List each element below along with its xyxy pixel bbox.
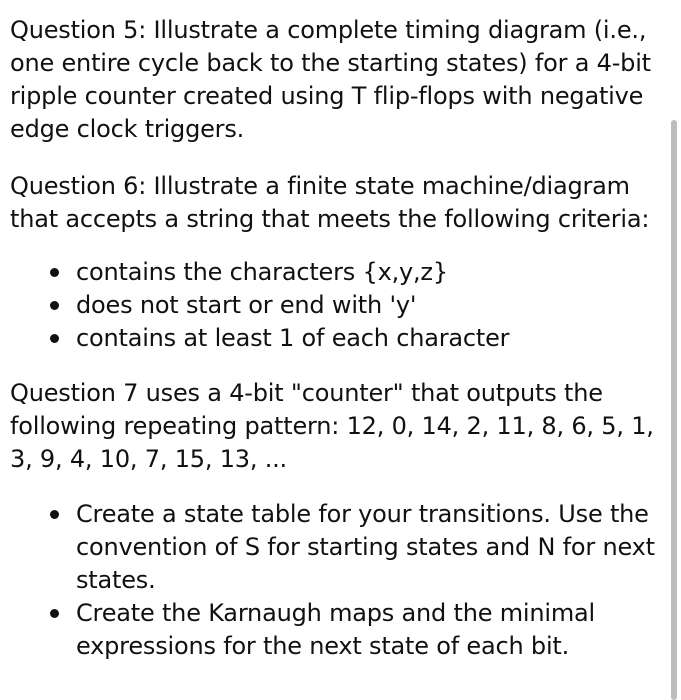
question-5-text: Question 5: Illustrate a complete timing diagram (i.e., one entire cycle back to the starting states) for a 4-bit ripple counter created using T flip-flops with negative edge clock triggers. [10,16,651,143]
question-6-criteria-list [10,256,658,355]
criteria-item: contains at least 1 of each character [10,322,658,355]
vertical-scrollbar[interactable] [671,120,677,700]
criteria-item: does not start or end with 'y' [10,289,658,322]
criteria-item: contains the characters {x,y,z} [10,256,658,289]
question-6-text: Question 6: Illustrate a finite state machine/diagram that accepts a string that meets the following criteria: [10,172,650,233]
task-item: Create a state table for your transitions. Use the convention of S for starting states and N for next states. [10,498,658,597]
scrollbar-thumb[interactable] [671,120,677,700]
task-item: Create the Karnaugh maps and the minimal expressions for the next state of each bit. [10,597,658,663]
document-content [10,14,658,663]
question-7-task-list [10,498,658,663]
question-7-text: Question 7 uses a 4-bit "counter" that outputs the following repeating pattern: 12, 0, 14, 2, 11, 8, 6, 5, 1, 3, 9, 4, 10, 7, 15, 13, ... [10,379,654,473]
